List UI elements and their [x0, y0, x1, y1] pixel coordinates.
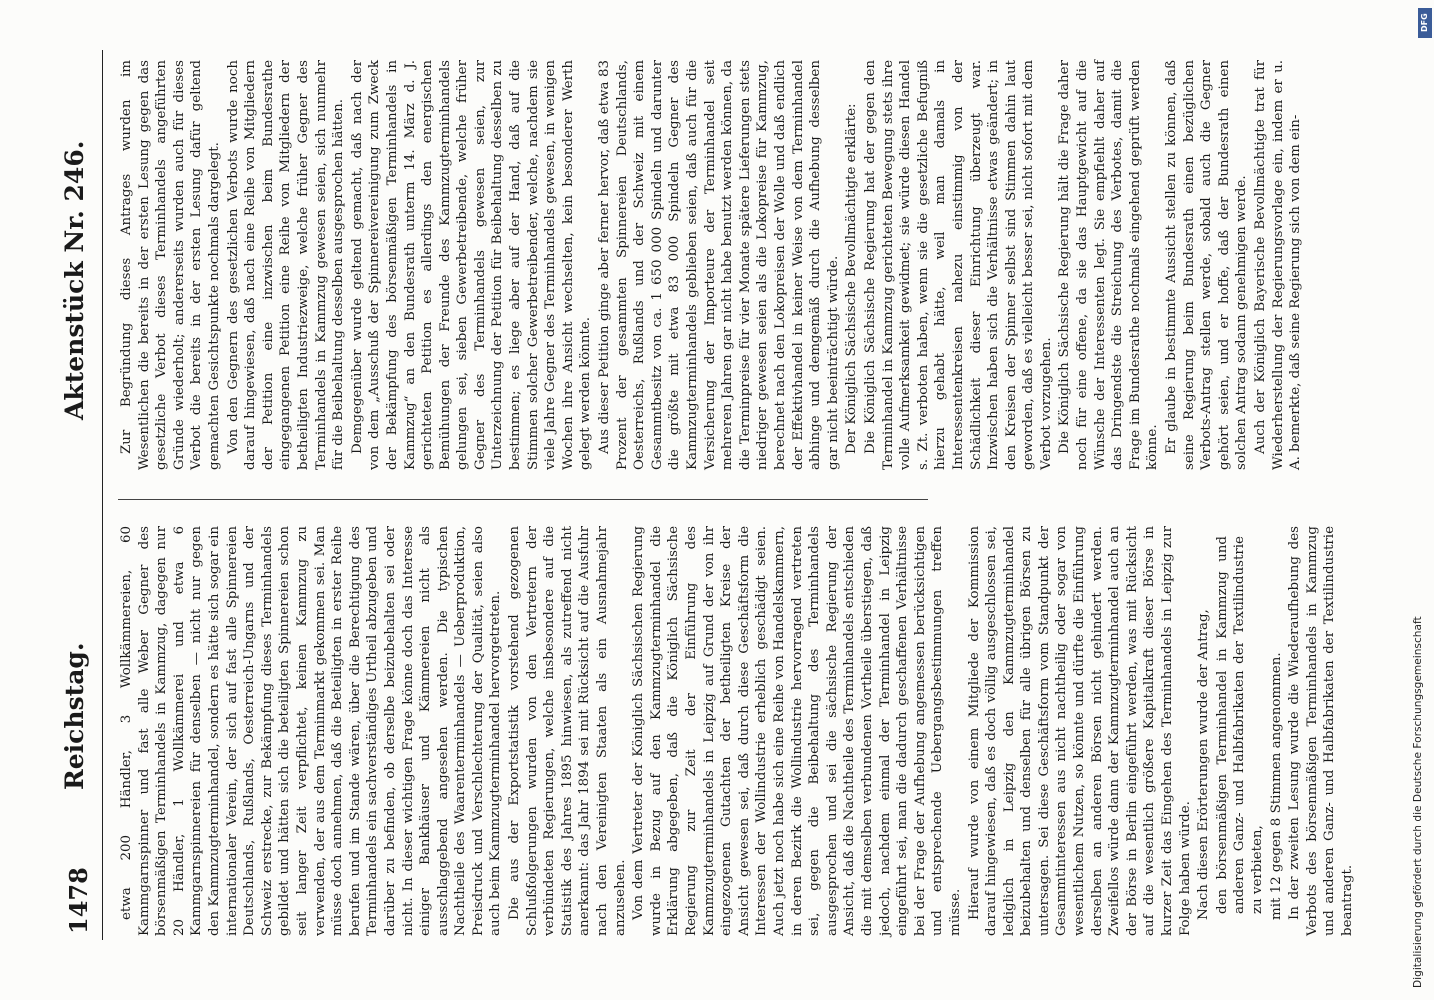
right-column: [118, 60, 1304, 470]
paragraph: Die aus der Exportstatistik vorstehend gezogenen Schlußfolgerungen wurden von den Vertretern der verbündeten Regierungen, welche insbesondere auf die Statistik des Jahres 1895 hinwiesen, als zutreffend nicht anerkannt: das Jahr 1894 sei mit Rücksicht auf die Ausfuhr nach den Vereinigten Staaten als ein Ausnahmejahr anzusehen.: [507, 526, 628, 936]
paragraph: Von dem Vertreter der Königlich Sächsischen Regierung wurde in Bezug auf den Kammzugterminhandel die Erklärung abgegeben, daß die Königlich Sächsische Regierung zur Zeit der Einführung des Kammzugterminhandels in Leipzig auf Grund der von ihr eingezogenen Gutachten der betheiligten Kreise der Ansicht gewesen sei, daß durch diese Geschäftsform die Interessen der Wollindustrie erheblich geschädigt seien. Auch jetzt noch habe sich eine Reihe von Handelskammern, in deren Bezirk die Wollindustrie hervorragend vertreten sei, gegen die Beibehaltung des Terminhandels ausgesprochen und sei die sächsische Regierung der Ansicht, daß die Nachtheile des Terminhandels entschieden die mit demselben verbundenen Vortheile überstiegen, daß jedoch, nachdem einmal der Terminhandel in Leipzig eingeführt sei, man die dadurch geschaffenen Verhältnisse bei der Frage der Aufhebung angemessen berücksichtigen und entsprechende Uebergangsbestimmungen treffen müsse.: [631, 526, 963, 936]
left-column: [118, 526, 1355, 936]
paragraph: Demgegenüber wurde geltend gemacht, daß nach der von dem „Ausschuß der Spinnereivereinigung zum Zweck der Bekämpfung des börsenmäßigen Terminhandels in Kammzug“ an den Bundesrath unterm 14. März d. J. gerichteten Petition es allerdings den energischen Bemühungen der Freunde des Kammzugterminhandels gelungen sei, sieben Gewerbetreibende, welche früher Gegner des Terminhandels gewesen seien, zur Unterzeichnung der Petition für Beibehaltung desselben zu bestimmen; es liege aber auf der Hand, daß auf die Stimmen solcher Gewerbetreibender, welche, nachdem sie viele Jahre Gegner des Terminhandels gewesen, in wenigen Wochen ihre Ansicht wechselten, kein besonderer Werth gelegt werden könnte.: [349, 60, 594, 470]
paragraph: Auch der Königlich Bayerische Bevollmächtigte trat für Wiederherstellung der Regierungsvorlage ein, indem er u. A. bemerkte, daß seine Regierung sich von dem ein-: [1253, 60, 1304, 470]
page-number: 1478: [64, 867, 93, 934]
paragraph: mit 12 gegen 8 Stimmen angenommen.: [1268, 652, 1284, 920]
paragraph: Er glaube in bestimmte Aussicht stellen zu können, daß seine Regierung beim Bundesrath einen bezüglichen Verbots-Antrag stellen werde, sobald auch die Gegner gehört seien, und er hoffe, daß der Bundesrath einen solchen Antrag sodann genehmigen werde.: [1164, 60, 1250, 470]
paragraph: In der zweiten Lesung wurde die Wiederaufhebung des Verbots des börsenmäßigen Terminhandels in Kammzug und anderen Ganz- und Halbfabrikaten der Textilindustrie beantragt.: [1287, 526, 1355, 936]
paragraph: Der Königlich Sächsische Bevollmächtigte erklärte:: [844, 103, 860, 454]
paragraph: Hierauf wurde von einem Mitgliede der Kommission darauf hingewiesen, daß es doch völlig ausgeschlossen sei, lediglich in Leipzig den Kammzugterminhandel beizubehalten und denselben für alle übrigen Börsen zu untersagen. Sei diese Geschäftsform vom Standpunkt der Gesammtinteressen aus nicht nachtheilig oder sogar von wesentlichem Nutzen, so könnte und dürfte die Einführung derselben an anderen Börsen nicht gehindert werden. Zweifellos würde dann der Kammzugterminhandel auch an der Börse in Berlin eingeführt werden, was mit Rücksicht auf die wesentlich größere Kapitalkraft dieser Börse in kurzer Zeit das Eingehen des Terminhandels in Leipzig zur Folge haben würde.: [966, 526, 1193, 936]
digitization-note-text: Digitalisierung gefördert durch die Deutsche Forschungsgemeinschaft: [1412, 616, 1424, 988]
column-rule: [118, 499, 928, 500]
header-divider: [102, 50, 103, 940]
paragraph: etwa 200 Händler, 3 Wollkämmereien, 60 Kammgarnspinner und fast alle Weber Gegner des börsenmäßigen Terminhandels in Kammzug, dagegen nur 20 Händler, 1 Wollkämmerei und etwa 6 Kammgarnspinnereien für denselben — nicht nur gegen den Kammzugterminhandel, sondern es hätte sich sogar ein internationaler Verein, der sich auf fast alle Spinnereien Deutschlands, Rußlands, Oesterreich-Ungarns und der Schweiz erstrecke, zur Bekämpfung dieses Terminhandels gebildet und hätten sich die beteiligten Spinnereien schon seit langer Zeit verpflichtet, keinen Kammzug zu verwenden, der aus dem Terminmarkt gekommen sei. Man müsse doch annehmen, daß die Beteiligten in erster Reihe berufen und im Stande wären, über die Berechtigung des Terminhandels ein sachverständiges Urtheil abzugeben und darüber zu befinden, ob derselbe beizubehalten sei oder nicht. In dieser wichtigen Frage könne doch das Interesse einiger Bankhäuser und Kämmereien nicht als ausschlaggebend angesehen werden. Die typischen Nachtheile des Waarenterminhandels — Ueberproduktion, Preisdruck und Verschlechterung der Qualität, seien also auch beim Kammzugterminhandel hervorgetreten.: [119, 526, 504, 936]
page-header: [60, 50, 102, 940]
dfg-logo: DFG: [1418, 8, 1432, 38]
paragraph: Aus dieser Petition ginge aber ferner hervor, daß etwa 83 Prozent der gesammten Spinnereien Deutschlands, Oesterreichs, Rußlands und der Schweiz mit einem Gesammtbesitz von ca. 1 650 000 Spindeln und darunter die größte mit etwa 83 000 Spindeln Gegner des Kammzugterminhandels geblieben seien, daß auch für die Versicherung der Importeure der Terminhandel seit mehreren Jahren gar nicht habe benutzt werden können, da die Terminpreise für vier Monate spätere Lieferungen stets niedriger gewesen seien als die Lokopreise für Kammzug, berechnet nach den Lokopreisen der Wolle und daß endlich der Effektivhandel in keiner Weise von dem Terminhandel abhinge und demgemäß durch die Aufhebung desselben gar nicht beeinträchtigt würde.: [597, 60, 841, 470]
paragraph: Nach diesen Erörterungen wurde der Antrag,: [1196, 609, 1212, 920]
paragraph: Die Königlich Sächsische Regierung hält die Frage daher noch für eine offene, da sie das Hauptgewicht auf die Wünsche der Interessenten legt. Sie empfiehlt daher auf das Dringendste die Streichung des Verbotes, damit die Frage im Bundesrathe nochmals eingehend geprüft werden könne.: [1057, 60, 1161, 470]
paragraph: Von den Gegnern des gesetzlichen Verbots wurde noch darauf hingewiesen, daß nach eine Reihe von Mitgliedern der Petition eine inzwischen beim Bundesrathe eingegangenen Petition eine Reihe von Mitgliedern der betheiligten Industriezweige, welche früher Gegner des Terminhandels in Kammzug gewesen seien, sich nunmehr für die Beibehaltung desselben ausgesprochen hätten.: [225, 60, 347, 470]
paragraph: Zur Begründung dieses Antrages wurden im Wesentlichen die bereits in der ersten Lesung gegen das gesetzliche Verbot dieses Terminhandels angeführten Gründe wiederholt; andererseits wurden auch für dieses Verbot die bereits in der ersten Lesung dafür geltend gemachten Gesichtspunkte nochmals dargelegt.: [119, 60, 222, 470]
digitization-note: [1412, 8, 1428, 988]
paragraph: Die Königlich Sächsische Regierung hat der gegen den Terminhandel in Kammzug gerichteten Bewegung stets ihre volle Aufmerksamkeit gewidmet; sie würde diesen Handel s. Zt. verboten haben, wenn sie die gesetzliche Befugniß hierzu gehabt hätte, weil man damals in Interessentenkreisen nahezu einstimmig von der Schädlichkeit dieser Einrichtung überzeugt war. Inzwischen haben sich die Verhältnisse etwas geändert; in den Kreisen der Spinner selbst sind Stimmen dahin laut geworden, daß es vielleicht besser sei, nicht sofort mit dem Verbot vorzugehen.: [862, 60, 1054, 470]
rotated-document-page: [60, 50, 1434, 940]
motion-text: den börsenmäßigen Terminhandel in Kammzug und anderen Ganz- und Halbfabrikaten der Textilindustrie zu verbieten,: [1214, 536, 1265, 914]
header-chamber: Reichstag.: [60, 642, 89, 790]
header-document-number: Aktenstück Nr. 246.: [60, 140, 89, 420]
